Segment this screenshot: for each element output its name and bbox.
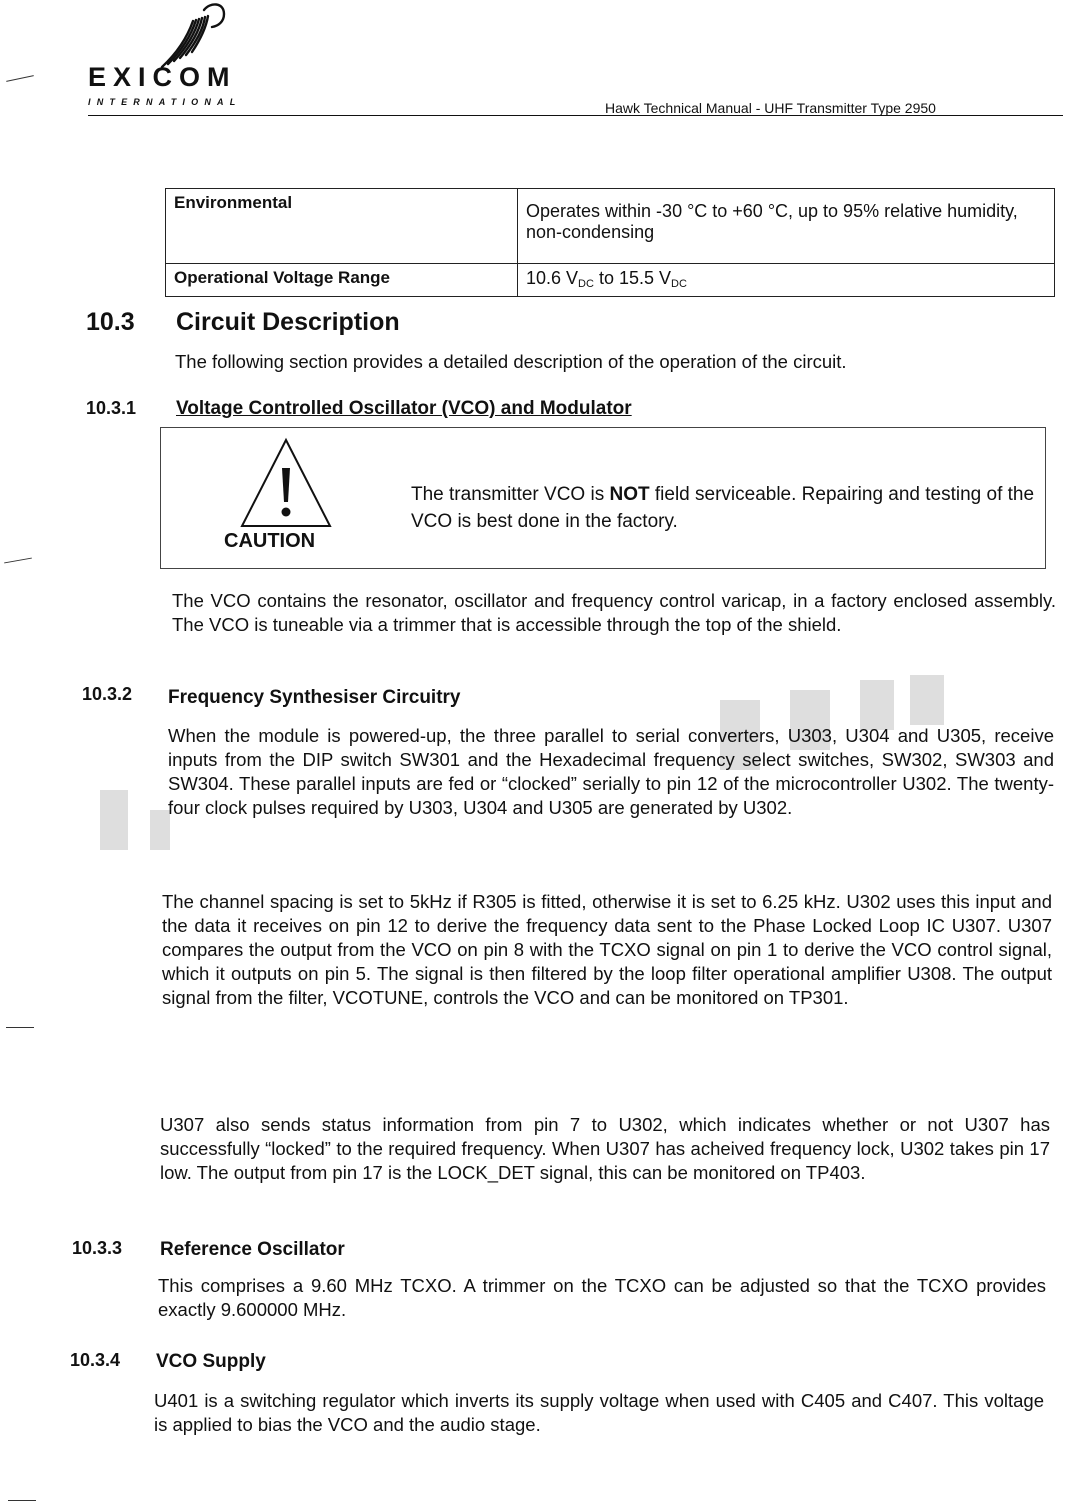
spec-table [165, 188, 1055, 297]
dc-subscript: DC [578, 278, 594, 290]
subsection-title: Reference Oscillator [160, 1239, 345, 1260]
brand-name: EXICOM [88, 62, 237, 92]
subsection-title: VCO Supply [156, 1351, 266, 1372]
dc-subscript: DC [671, 278, 687, 290]
caution-emphasis: NOT [609, 484, 650, 505]
subsection-title: Frequency Synthesiser Circuitry [168, 687, 461, 708]
voltage-min: 10.6 V [526, 268, 579, 288]
body-paragraph: U307 also sends status information from pin 7 to U302, which indicates whether or not U307 has successfully “locked” to the required frequency. When U307 has acheived frequency lock, U302 takes pin 17 low. The output from pin 17 is the LOCK_DET signal, this can be monitored on TP403. [160, 1114, 1050, 1183]
spec-value: Operates within -30 °C to +60 °C, up to 95% relative humidity, non-condensing [518, 189, 1055, 264]
subsection-number: 10.3.1 [86, 398, 137, 418]
margin-mark [6, 75, 34, 82]
body-paragraph: The VCO contains the resonator, oscillator and frequency control varicap, in a factory enclosed assembly. The VCO is tuneable via a trimmer that is accessible through the top of the shield. [172, 590, 1056, 635]
caution-text [411, 481, 1041, 535]
spec-value [518, 264, 1055, 297]
section-intro: The following section provides a detailed description of the operation of the circuit. [175, 351, 847, 372]
exicom-logo-icon [128, 0, 228, 70]
body-paragraph: The channel spacing is set to 5kHz if R305 is fitted, otherwise it is set to 6.25 kHz. U302 uses this input and the data it receives on pin 12 to derive the frequency data sent to the Phase Locked Loop IC U307. U307 compares the output from the VCO on pin 8 with the TCXO signal on pin 1 to derive the VCO control signal, which it outputs on pin 5. The signal is then filtered by the loop filter operational amplifier U308. The output signal from the filter, VCOTUNE, controls the VCO and can be monitored on TP301. [162, 891, 1052, 1008]
voltage-max: to 15.5 V [593, 268, 671, 288]
subsection-number: 10.3.2 [82, 684, 133, 704]
subsection-number: 10.3.4 [70, 1350, 121, 1370]
caution-label: CAUTION [224, 530, 316, 552]
subsection-title: Voltage Controlled Oscillator (VCO) and Modulator [176, 398, 632, 419]
body-paragraph: This comprises a 9.60 MHz TCXO. A trimmer on the TCXO can be adjusted so that the TCXO provides exactly 9.600000 MHz. [158, 1275, 1046, 1320]
table-row [166, 264, 1055, 297]
margin-mark [8, 1500, 36, 1501]
document-title: Hawk Technical Manual - UHF Transmitter Type 2950 [605, 100, 936, 116]
spec-label: Environmental [166, 189, 518, 264]
margin-mark [6, 1027, 34, 1028]
margin-mark [4, 558, 32, 564]
warning-triangle-icon [238, 436, 334, 532]
body-paragraph: When the module is powered-up, the three parallel to serial converters, U303, U304 and U305, receive inputs from the DIP switch SW301 and the Hexadecimal frequency select switches, SW302, SW303 and SW304. These parallel inputs are fed or “clocked” serially to pin 12 of the microcontroller U302. The twenty-four clock pulses required by U303, U304 and U305 are generated by U302. [168, 725, 1054, 818]
subsection-number: 10.3.3 [72, 1238, 123, 1258]
caution-text-end: field serviceable. Repairing and testing of the VCO is best done in the factory. [411, 484, 1035, 532]
body-paragraph: U401 is a switching regulator which inverts its supply voltage when used with C405 and C407. This voltage is applied to bias the VCO and the audio stage. [154, 1390, 1044, 1435]
table-row [166, 189, 1055, 264]
section-number: 10.3 [86, 308, 135, 336]
spec-label: Operational Voltage Range [166, 264, 518, 297]
brand-subtitle: INTERNATIONAL [88, 97, 242, 107]
caution-text-start: The transmitter VCO is [411, 484, 610, 505]
header-rule [88, 115, 1063, 116]
section-title: Circuit Description [176, 308, 400, 336]
